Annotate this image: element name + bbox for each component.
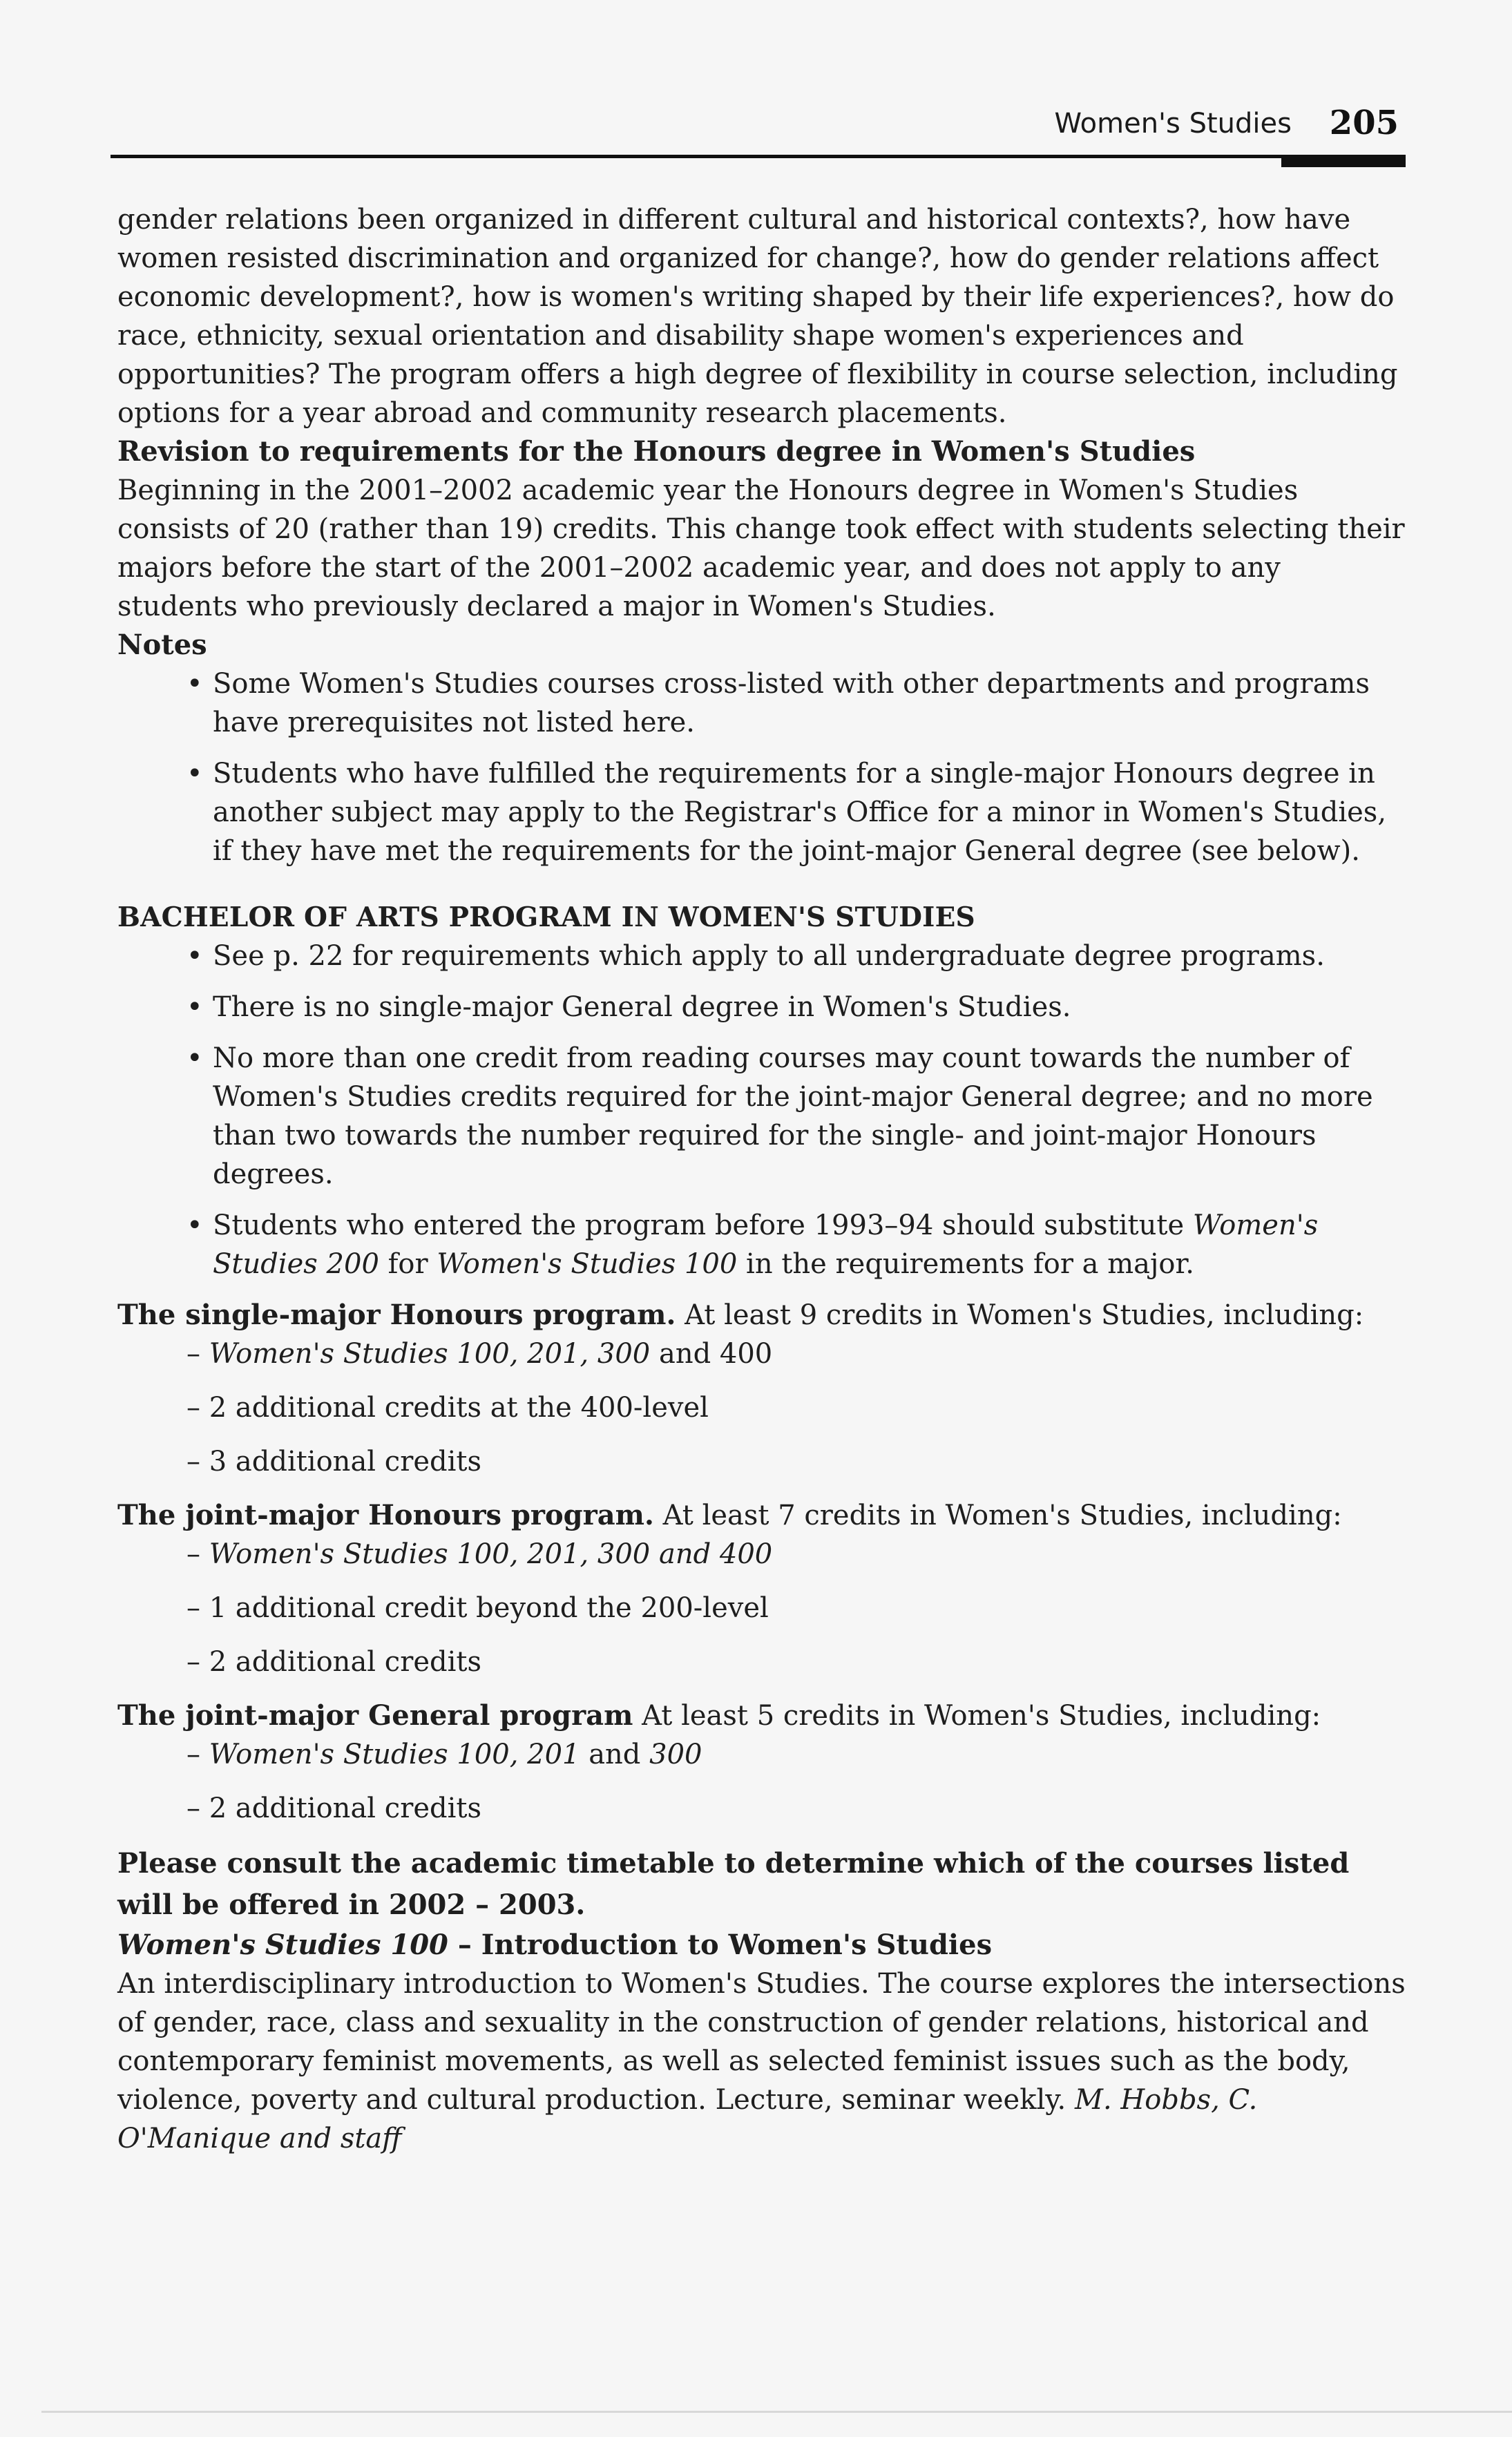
joint-general-list — [117, 1735, 1409, 1828]
bullet-icon: • — [186, 668, 203, 700]
list-item: – Women's Studies 100, 201 and 300 — [186, 1739, 702, 1770]
list-item: – Women's Studies 100, 201, 300 and 400 — [186, 1338, 773, 1370]
bullet-icon: • — [186, 758, 203, 790]
item-text: 2 additional credits — [209, 1793, 481, 1824]
list-item: – 3 additional credits — [186, 1446, 481, 1478]
bullet-icon: • — [186, 991, 203, 1023]
notes-heading: Notes — [117, 629, 207, 661]
course-ref: 300 — [649, 1739, 702, 1770]
course-instructors: M. Hobbs, C. O'Manique and staff — [117, 2084, 1258, 2154]
course-heading — [117, 1926, 1409, 1965]
program-title: The single-major Honours program. — [117, 1299, 676, 1331]
list-item — [117, 1206, 1409, 1283]
page-body — [117, 200, 1409, 2158]
list-item: – 2 additional credits — [186, 1646, 481, 1678]
single-honours-list — [117, 1335, 1409, 1481]
item-rest: and 400 — [650, 1338, 773, 1370]
course-title: Introduction to Women's Studies — [481, 1929, 993, 1961]
list-item — [117, 1039, 1409, 1194]
program-text: At least 9 credits in Women's Studies, including: — [676, 1299, 1364, 1331]
revision-body: Beginning in the 2001–2002 academic year the Honours degree in Women's Studies consists of 20 (rather than 19) credits. This change took effect with students selecting their majors before the start of the 2001–2002 academic year, and does not apply to any students who previously declared a major in Women's Studies. — [117, 475, 1405, 622]
course-ref: Women's Studies 100 — [437, 1248, 738, 1280]
note-text: Students who have fulfilled the requirements for a single-major Honours degree in another subject may apply to the Registrar's Office for a minor in Women's Studies, if they have met the requirements for the joint-major General degree (see below). — [213, 758, 1387, 867]
list-item — [117, 937, 1409, 975]
header-rule-accent — [1281, 155, 1406, 167]
ba-item-middle: for — [379, 1248, 437, 1280]
course-ref: Women's Studies 200 — [213, 1210, 1319, 1280]
course-description — [117, 1965, 1409, 2158]
list-item — [117, 754, 1409, 870]
list-item — [117, 665, 1409, 742]
program-title: The joint-major General program — [117, 1699, 633, 1732]
notes-list — [117, 665, 1409, 870]
course-description-text: An interdisciplinary introduction to Women's Studies. The course explores the intersections of gender, race, class and sexuality in the construction of gender relations, historical and contemporary feminist movements, as well as selected feminist issues such as the body, violence, poverty and cultural production. Lecture, seminar weekly. — [117, 1968, 1406, 2116]
list-item: – 2 additional credits at the 400-level — [186, 1392, 709, 1424]
course-ref: Women's Studies 100, 201, 300 and 400 — [209, 1538, 773, 1570]
list-item: – 2 additional credits — [186, 1793, 481, 1824]
header-rule — [111, 155, 1406, 158]
program-text: At least 7 credits in Women's Studies, including: — [653, 1500, 1342, 1531]
page-bottom-edge — [41, 2411, 1512, 2413]
list-item: – Women's Studies 100, 201, 300 and 400 — [186, 1538, 773, 1570]
ba-item-text: No more than one credit from reading courses may count towards the number of Women's Studies credits required for the joint-major General degree; and no more than two towards the number required for the single- and joint-major Honours degrees. — [213, 1042, 1373, 1190]
ba-program-list — [117, 937, 1409, 1283]
item-text: 1 additional credit beyond the 200-level — [209, 1592, 769, 1624]
ba-program-heading: BACHELOR OF ARTS PROGRAM IN WOMEN'S STUDIES — [117, 901, 975, 933]
course-ref: Women's Studies 100, 201, 300 — [209, 1338, 651, 1370]
notice-line-1: Please consult the academic timetable to determine which of the courses listed — [117, 1847, 1350, 1880]
revision-heading: Revision to requirements for the Honours degree in Women's Studies — [117, 435, 1196, 468]
intro-paragraph: gender relations been organized in different cultural and historical contexts?, how have women resisted discrimination and organized for change?, how do gender relations affect economic development?, how is women's writing shaped by their life experiences?, how do race, ethnicity, sexual orientation and disability shape women's experiences and opportunities? The program offers a high degree of flexibility in course selection, including options for a year abroad and community research placements. — [117, 204, 1398, 429]
ba-item-before: Students who entered the program before 1993–94 should substitute — [213, 1210, 1193, 1241]
item-text: 3 additional credits — [209, 1446, 481, 1478]
joint-honours-list — [117, 1535, 1409, 1681]
course-code: Women's Studies 100 — [117, 1929, 448, 1961]
notice-line-2: will be offered in 2002 – 2003. — [117, 1889, 586, 1921]
item-mid: and — [580, 1739, 650, 1770]
item-text: 2 additional credits at the 400-level — [209, 1392, 709, 1424]
joint-honours-heading — [117, 1496, 1409, 1535]
bullet-icon: • — [186, 940, 203, 972]
timetable-notice — [117, 1843, 1409, 1926]
list-item: – 1 additional credit beyond the 200-level — [186, 1592, 769, 1624]
bullet-icon: • — [186, 1042, 203, 1074]
ba-item-text: See p. 22 for requirements which apply to all undergraduate degree programs. — [213, 940, 1325, 972]
page-number: 205 — [1329, 104, 1399, 142]
course-ref: Women's Studies 100, 201 — [209, 1739, 580, 1770]
item-text: 2 additional credits — [209, 1646, 481, 1678]
ba-item-after: in the requirements for a major. — [737, 1248, 1194, 1280]
program-text: At least 5 credits in Women's Studies, including: — [633, 1700, 1321, 1732]
bullet-icon: • — [186, 1210, 203, 1241]
ba-item-text: There is no single-major General degree in Women's Studies. — [213, 991, 1071, 1023]
joint-general-heading — [117, 1697, 1409, 1735]
list-item — [117, 988, 1409, 1026]
running-header — [111, 104, 1406, 159]
section-title: Women's Studies — [1054, 108, 1292, 140]
program-title: The joint-major Honours program. — [117, 1499, 654, 1531]
note-text: Some Women's Studies courses cross-listed with other departments and programs have prerequisites not listed here. — [213, 668, 1370, 738]
single-honours-heading — [117, 1296, 1409, 1335]
course-dash: – — [448, 1929, 481, 1961]
